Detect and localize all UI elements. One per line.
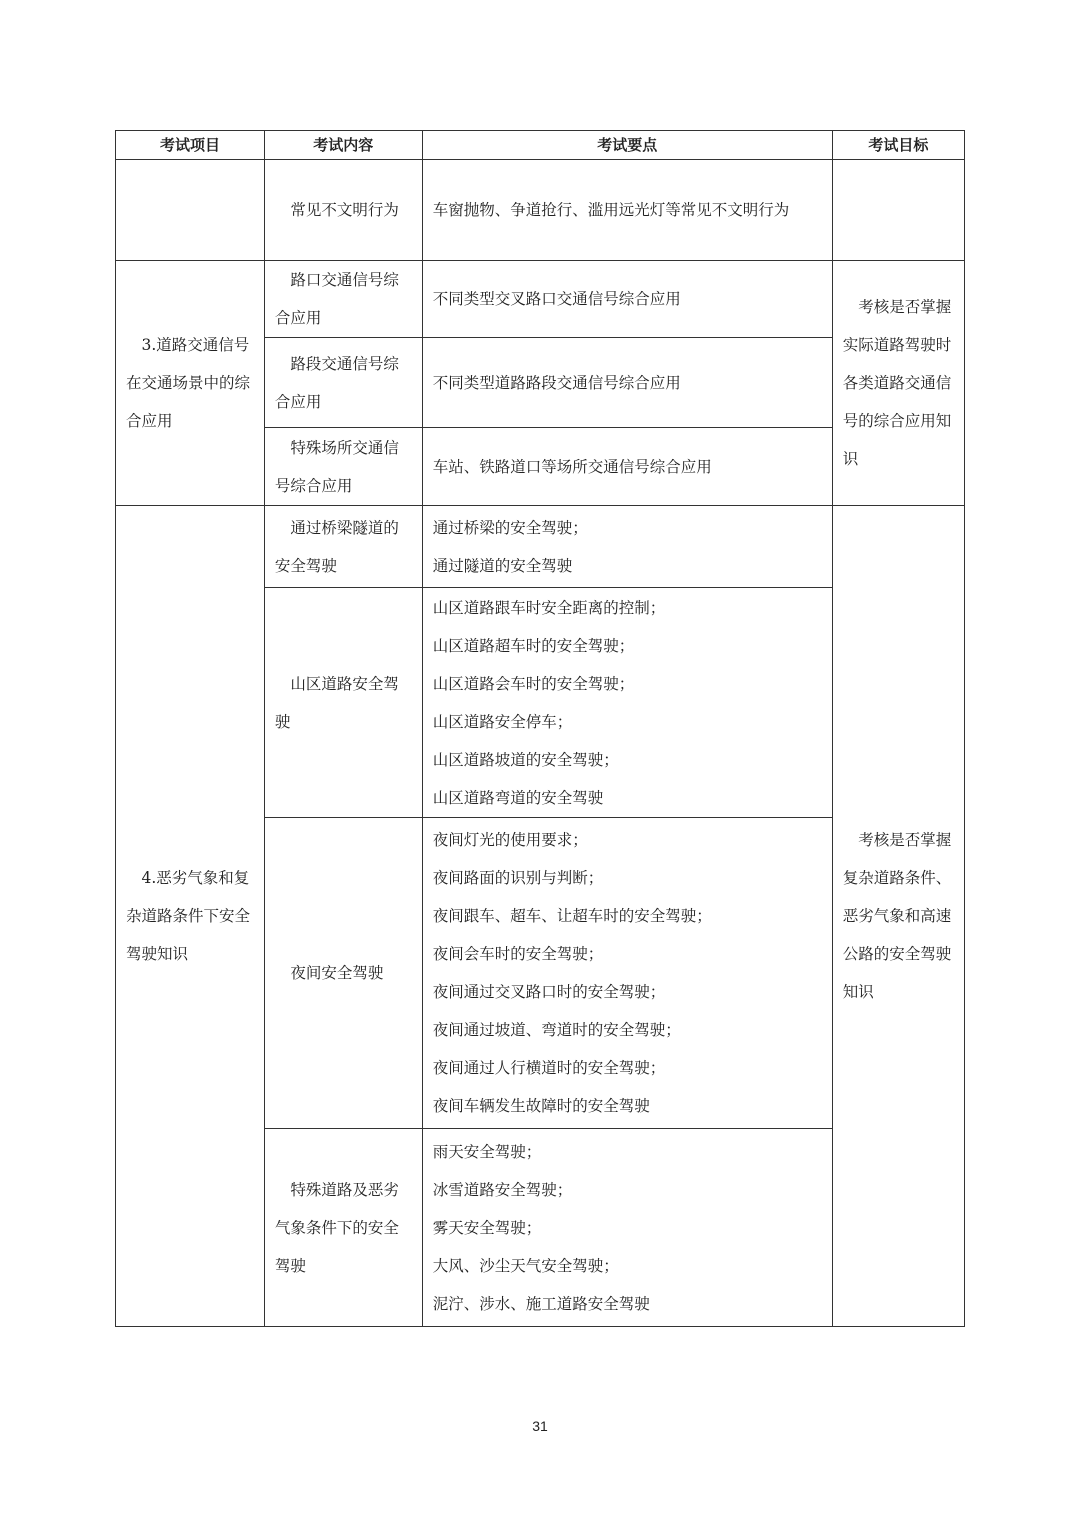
content-cell: 夜间安全驾驶 <box>264 818 422 1129</box>
point-line: 通过隧道的安全驾驶 <box>432 556 573 575</box>
point-line: 雨天安全驾驶； <box>432 1142 542 1161</box>
goal-cell-4: 考核是否掌握复杂道路条件、恶劣气象和高速公路的安全驾驶知识 <box>832 506 964 1327</box>
point-line: 夜间车辆发生故障时的安全驾驶 <box>432 1097 650 1115</box>
header-exam-goal: 考试目标 <box>832 131 964 160</box>
point-line: 泥泞、涉水、施工道路安全驾驶 <box>432 1294 650 1313</box>
point-line: 车窗抛物、争道抢行、滥用远光灯等常见不文明行为 <box>432 201 790 219</box>
point-line: 夜间会车时的安全驾驶； <box>432 945 604 963</box>
item-cell-4: 4.恶劣气象和复杂道路条件下安全驾驶知识 <box>116 506 265 1327</box>
content-cell: 山区道路安全驾驶 <box>264 588 422 818</box>
point-line: 冰雪道路安全驾驶； <box>432 1180 573 1199</box>
table-header-row <box>116 131 965 160</box>
point-line: 山区道路超车时的安全驾驶； <box>432 636 635 655</box>
table-row <box>116 261 965 338</box>
content-cell: 通过桥梁隧道的安全驾驶 <box>264 506 422 588</box>
point-line: 雾天安全驾驶； <box>432 1218 542 1237</box>
point-line: 山区道路安全停车； <box>432 712 573 731</box>
goal-cell-3: 考核是否掌握实际道路驾驶时各类道路交通信号的综合应用知识 <box>832 261 964 506</box>
content-cell: 特殊道路及恶劣气象条件下的安全驾驶 <box>264 1129 422 1327</box>
points-cell <box>422 428 832 506</box>
header-exam-content: 考试内容 <box>264 131 422 160</box>
content-cell: 路口交通信号综合应用 <box>264 261 422 338</box>
point-line: 夜间通过坡道、弯道时的安全驾驶； <box>432 1021 681 1039</box>
point-line: 大风、沙尘天气安全驾驶； <box>432 1256 619 1275</box>
points-cell <box>422 261 832 338</box>
header-exam-item: 考试项目 <box>116 131 265 160</box>
point-line: 夜间路面的识别与判断； <box>432 869 604 887</box>
points-cell <box>422 1129 832 1327</box>
item-cell-3: 3.道路交通信号在交通场景中的综合应用 <box>116 261 265 506</box>
points-cell <box>422 506 832 588</box>
point-line: 通过桥梁的安全驾驶； <box>432 518 588 537</box>
page-number: 31 <box>532 1418 548 1434</box>
point-line: 山区道路跟车时安全距离的控制； <box>432 598 666 617</box>
exam-table <box>115 130 965 1327</box>
content-cell: 常见不文明行为 <box>264 160 422 261</box>
point-line: 车站、铁路道口等场所交通信号综合应用 <box>432 457 712 476</box>
point-line: 夜间跟车、超车、让超车时的安全驾驶； <box>432 907 712 925</box>
points-cell <box>422 338 832 428</box>
content-cell: 特殊场所交通信号综合应用 <box>264 428 422 506</box>
point-line: 不同类型道路路段交通信号综合应用 <box>432 373 681 392</box>
point-line: 山区道路弯道的安全驾驶 <box>432 788 604 807</box>
points-cell <box>422 588 832 818</box>
table-row <box>116 506 965 588</box>
point-line: 夜间通过交叉路口时的安全驾驶； <box>432 983 666 1001</box>
point-line: 山区道路坡道的安全驾驶； <box>432 750 619 769</box>
point-line: 夜间灯光的使用要求； <box>432 831 588 849</box>
points-cell <box>422 818 832 1129</box>
point-line: 夜间通过人行横道时的安全驾驶； <box>432 1059 666 1077</box>
table-row <box>116 160 965 261</box>
point-line: 不同类型交叉路口交通信号综合应用 <box>432 290 681 308</box>
content-cell: 路段交通信号综合应用 <box>264 338 422 428</box>
points-cell <box>422 160 832 261</box>
header-exam-points: 考试要点 <box>422 131 832 160</box>
point-line: 山区道路会车时的安全驾驶； <box>432 674 635 693</box>
item-cell-empty <box>116 160 265 261</box>
goal-cell-empty <box>832 160 964 261</box>
